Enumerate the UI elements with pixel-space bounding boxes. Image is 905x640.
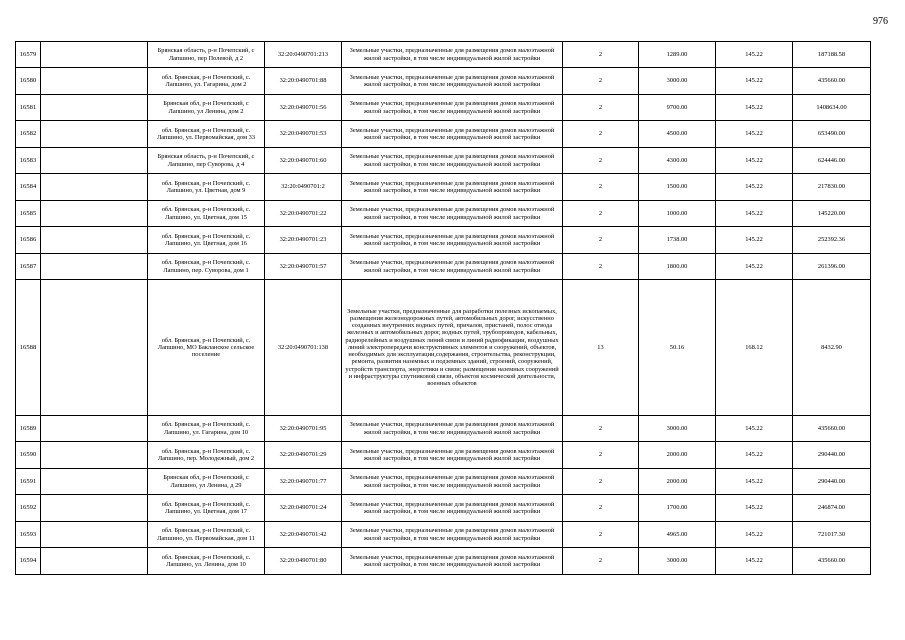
blank-cell — [41, 548, 148, 575]
cadastral-value-cell: 1408634.00 — [793, 95, 871, 121]
cadastral-number-cell: 32:20:0490701:95 — [265, 416, 342, 442]
cadastral-value-cell: 246874.00 — [793, 495, 871, 522]
cadastral-value-table — [15, 41, 871, 575]
blank-cell — [41, 68, 148, 95]
land-purpose-cell: Земельные участки, предназначенные для размещения домов малоэтажной жилой застройки, в том числе индивидуальной жилой застройки — [342, 227, 563, 254]
area-cell: 2000.00 — [639, 469, 716, 495]
cadastral-number-cell: 32:20:0490701:57 — [265, 254, 342, 280]
land-purpose-cell: Земельные участки, предназначенные для размещения домов малоэтажной жилой застройки, в том числе индивидуальной жилой застройки — [342, 148, 563, 174]
cadastral-value-cell: 435660.00 — [793, 68, 871, 95]
group-number-cell: 2 — [563, 254, 639, 280]
record-id-cell: 16589 — [16, 416, 41, 442]
address-cell: обл. Брянская, р-н Почепский, с. Лапшино, ул. Первомайская, дом 11 — [148, 522, 265, 548]
land-purpose-cell: Земельные участки, предназначенные для размещения домов малоэтажной жилой застройки, в том числе индивидуальной жилой застройки — [342, 42, 563, 68]
address-cell: обл. Брянская, р-н Почепский, с. Лапшино, пер. Суворова, дом 1 — [148, 254, 265, 280]
record-id-cell: 16592 — [16, 495, 41, 522]
address-cell: Брянская обл, р-н Почепский, с Лапшино, ул Ленина, дом 2 — [148, 95, 265, 121]
address-cell: обл. Брянская, р-н Почепский, с. Лапшино, ул. Цветная, дом 9 — [148, 174, 265, 201]
group-number-cell: 2 — [563, 416, 639, 442]
specific-value-cell: 145.22 — [716, 201, 793, 227]
specific-value-cell: 145.22 — [716, 121, 793, 148]
area-cell: 2000.00 — [639, 442, 716, 469]
address-cell: обл. Брянская, р-н Почепский, с. Лапшино, ул. Гагарина, дом 10 — [148, 416, 265, 442]
specific-value-cell: 145.22 — [716, 254, 793, 280]
cadastral-value-cell: 145220.00 — [793, 201, 871, 227]
address-cell: обл. Брянская, р-н Почепский, с. Лапшино, ул. Ленина, дом 10 — [148, 548, 265, 575]
table-row — [16, 280, 871, 416]
specific-value-cell: 145.22 — [716, 548, 793, 575]
cadastral-number-cell: 32:20:0490701:24 — [265, 495, 342, 522]
group-number-cell: 2 — [563, 469, 639, 495]
record-id-cell: 16588 — [16, 280, 41, 416]
group-number-cell: 2 — [563, 148, 639, 174]
table-row — [16, 68, 871, 95]
blank-cell — [41, 42, 148, 68]
address-cell: Брянская область, р-н Почепский, с Лапшино, пер Полевой, д 2 — [148, 42, 265, 68]
record-id-cell: 16594 — [16, 548, 41, 575]
table-row — [16, 548, 871, 575]
record-id-cell: 16582 — [16, 121, 41, 148]
record-id-cell: 16579 — [16, 42, 41, 68]
specific-value-cell: 145.22 — [716, 469, 793, 495]
cadastral-number-cell: 32:20:0490701:53 — [265, 121, 342, 148]
blank-cell — [41, 174, 148, 201]
cadastral-number-cell: 32:20:0490701:77 — [265, 469, 342, 495]
cadastral-value-cell: 187188.58 — [793, 42, 871, 68]
page-number: 976 — [873, 16, 888, 27]
cadastral-value-cell: 8432.90 — [793, 280, 871, 416]
blank-cell — [41, 95, 148, 121]
record-id-cell: 16590 — [16, 442, 41, 469]
area-cell: 1289.00 — [639, 42, 716, 68]
table-row — [16, 42, 871, 68]
address-cell: обл. Брянская, р-н Почепский, с. Лапшино, ул. Первомайская, дом 33 — [148, 121, 265, 148]
record-id-cell: 16584 — [16, 174, 41, 201]
blank-cell — [41, 148, 148, 174]
area-cell: 4300.00 — [639, 148, 716, 174]
land-purpose-cell: Земельные участки, предназначенные для размещения домов малоэтажной жилой застройки, в том числе индивидуальной жилой застройки — [342, 121, 563, 148]
cadastral-value-cell: 624446.00 — [793, 148, 871, 174]
group-number-cell: 2 — [563, 42, 639, 68]
land-purpose-cell: Земельные участки, предназначенные для размещения домов малоэтажной жилой застройки, в том числе индивидуальной жилой застройки — [342, 416, 563, 442]
table-row — [16, 227, 871, 254]
address-cell: обл. Брянская, р-н Почепский, с. Лапшино, ул. Цветная, дом 16 — [148, 227, 265, 254]
record-id-cell: 16580 — [16, 68, 41, 95]
land-purpose-cell: Земельные участки, предназначенные для размещения домов малоэтажной жилой застройки, в том числе индивидуальной жилой застройки — [342, 495, 563, 522]
table-row — [16, 416, 871, 442]
cadastral-value-cell: 290440.00 — [793, 469, 871, 495]
area-cell: 50.16 — [639, 280, 716, 416]
specific-value-cell: 145.22 — [716, 227, 793, 254]
group-number-cell: 2 — [563, 442, 639, 469]
cadastral-value-cell: 217830.00 — [793, 174, 871, 201]
area-cell: 1500.00 — [639, 174, 716, 201]
table-row — [16, 148, 871, 174]
land-purpose-cell: Земельные участки, предназначенные для размещения домов малоэтажной жилой застройки, в том числе индивидуальной жилой застройки — [342, 469, 563, 495]
cadastral-number-cell: 32:20:0490701:2 — [265, 174, 342, 201]
land-purpose-cell: Земельные участки, предназначенные для размещения домов малоэтажной жилой застройки, в том числе индивидуальной жилой застройки — [342, 201, 563, 227]
record-id-cell: 16593 — [16, 522, 41, 548]
cadastral-number-cell: 32:20:0490701:60 — [265, 148, 342, 174]
table-row — [16, 121, 871, 148]
group-number-cell: 2 — [563, 121, 639, 148]
group-number-cell: 2 — [563, 95, 639, 121]
address-cell: обл. Брянская, р-н Почепский, с. Лапшино, ул. Цветная, дом 17 — [148, 495, 265, 522]
record-id-cell: 16583 — [16, 148, 41, 174]
specific-value-cell: 145.22 — [716, 95, 793, 121]
area-cell: 4500.00 — [639, 121, 716, 148]
land-purpose-cell: Земельные участки, предназначенные для размещения домов малоэтажной жилой застройки, в том числе индивидуальной жилой застройки — [342, 174, 563, 201]
table-row — [16, 495, 871, 522]
blank-cell — [41, 280, 148, 416]
blank-cell — [41, 522, 148, 548]
area-cell: 1700.00 — [639, 495, 716, 522]
cadastral-number-cell: 32:20:0490701:23 — [265, 227, 342, 254]
specific-value-cell: 145.22 — [716, 442, 793, 469]
cadastral-value-cell: 252392.36 — [793, 227, 871, 254]
address-cell: обл. Брянская, р-н Почепский, с. Лапшино, пер. Молодежный, дом 2 — [148, 442, 265, 469]
record-id-cell: 16581 — [16, 95, 41, 121]
blank-cell — [41, 442, 148, 469]
cadastral-number-cell: 32:20:0490701:22 — [265, 201, 342, 227]
cadastral-number-cell: 32:20:0490701:138 — [265, 280, 342, 416]
area-cell: 9700.00 — [639, 95, 716, 121]
blank-cell — [41, 416, 148, 442]
table-row — [16, 201, 871, 227]
area-cell: 3000.00 — [639, 548, 716, 575]
specific-value-cell: 145.22 — [716, 68, 793, 95]
blank-cell — [41, 254, 148, 280]
cadastral-number-cell: 32:20:0490701:29 — [265, 442, 342, 469]
cadastral-value-cell: 653490.00 — [793, 121, 871, 148]
group-number-cell: 2 — [563, 227, 639, 254]
specific-value-cell: 145.22 — [716, 148, 793, 174]
table-row — [16, 95, 871, 121]
table-row — [16, 442, 871, 469]
land-purpose-cell: Земельные участки, предназначенные для размещения домов малоэтажной жилой застройки, в том числе индивидуальной жилой застройки — [342, 254, 563, 280]
land-purpose-cell: Земельные участки, предназначенные для размещения домов малоэтажной жилой застройки, в том числе индивидуальной жилой застройки — [342, 68, 563, 95]
land-purpose-cell: Земельные участки, предназначенные для размещения домов малоэтажной жилой застройки, в том числе индивидуальной жилой застройки — [342, 548, 563, 575]
cadastral-number-cell: 32:20:0490701:88 — [265, 68, 342, 95]
address-cell: обл. Брянская, р-н Почепский, с. Лапшино, МО Бакланское сельское поселение — [148, 280, 265, 416]
blank-cell — [41, 121, 148, 148]
group-number-cell: 2 — [563, 548, 639, 575]
land-purpose-cell: Земельные участки, предназначенные для размещения домов малоэтажной жилой застройки, в том числе индивидуальной жилой застройки — [342, 522, 563, 548]
group-number-cell: 2 — [563, 174, 639, 201]
cadastral-value-cell: 261396.00 — [793, 254, 871, 280]
area-cell: 3000.00 — [639, 68, 716, 95]
table-row — [16, 522, 871, 548]
record-id-cell: 16591 — [16, 469, 41, 495]
land-purpose-cell: Земельные участки, предназначенные для разработки полезных ископаемых, размещения железнодорожных путей, автомобильных дорог, искусственно созданных внутренних водных путей, причалов, пристаней, полос отвода железных и автомобильных дорог, водных путей, трубопроводов, кабельных, радиорелейных и воздушных линий связи и линий радиофикации, воздушных линий электропередачи конструктивных элементов и сооружений, объектов, необходимых для эксплуатации,содержания, строительства, реконструкции, ремонта, развития наземных и подземных зданий, строений, сооружений, устройств транспорта, энергетики и связи; размещения наземных сооружений и инфраструктуры спутниковой связи, объектов космической деятельности, военных объектов — [342, 280, 563, 416]
group-number-cell: 2 — [563, 495, 639, 522]
table-row — [16, 254, 871, 280]
specific-value-cell: 145.22 — [716, 174, 793, 201]
area-cell: 3000.00 — [639, 416, 716, 442]
specific-value-cell: 168.12 — [716, 280, 793, 416]
group-number-cell: 2 — [563, 522, 639, 548]
area-cell: 4965.00 — [639, 522, 716, 548]
address-cell: Брянская обл, р-н Почепский, с Лапшино, ул Ленина, д 29 — [148, 469, 265, 495]
specific-value-cell: 145.22 — [716, 416, 793, 442]
cadastral-number-cell: 32:20:0490701:56 — [265, 95, 342, 121]
cadastral-value-cell: 435660.00 — [793, 548, 871, 575]
area-cell: 1800.00 — [639, 254, 716, 280]
group-number-cell: 2 — [563, 68, 639, 95]
cadastral-number-cell: 32:20:0490701:80 — [265, 548, 342, 575]
table-row — [16, 469, 871, 495]
cadastral-number-cell: 32:20:0490701:213 — [265, 42, 342, 68]
area-cell: 1000.00 — [639, 201, 716, 227]
cadastral-number-cell: 32:20:0490701:42 — [265, 522, 342, 548]
specific-value-cell: 145.22 — [716, 522, 793, 548]
record-id-cell: 16585 — [16, 201, 41, 227]
specific-value-cell: 145.22 — [716, 42, 793, 68]
record-id-cell: 16586 — [16, 227, 41, 254]
record-id-cell: 16587 — [16, 254, 41, 280]
address-cell: обл. Брянская, р-н Почепский, с. Лапшино, ул. Гагарина, дом 2 — [148, 68, 265, 95]
specific-value-cell: 145.22 — [716, 495, 793, 522]
group-number-cell: 13 — [563, 280, 639, 416]
blank-cell — [41, 227, 148, 254]
area-cell: 1738.00 — [639, 227, 716, 254]
cadastral-value-cell: 721017.30 — [793, 522, 871, 548]
address-cell: Брянская область, р-н Почепский, с Лапшино, пер Суворова, д 4 — [148, 148, 265, 174]
group-number-cell: 2 — [563, 201, 639, 227]
blank-cell — [41, 469, 148, 495]
cadastral-value-cell: 435660.00 — [793, 416, 871, 442]
land-purpose-cell: Земельные участки, предназначенные для размещения домов малоэтажной жилой застройки, в том числе индивидуальной жилой застройки — [342, 95, 563, 121]
table-row — [16, 174, 871, 201]
address-cell: обл. Брянская, р-н Почепский, с. Лапшино, ул. Цветная, дом 15 — [148, 201, 265, 227]
land-purpose-cell: Земельные участки, предназначенные для размещения домов малоэтажной жилой застройки, в том числе индивидуальной жилой застройки — [342, 442, 563, 469]
blank-cell — [41, 495, 148, 522]
cadastral-value-cell: 290440.00 — [793, 442, 871, 469]
blank-cell — [41, 201, 148, 227]
